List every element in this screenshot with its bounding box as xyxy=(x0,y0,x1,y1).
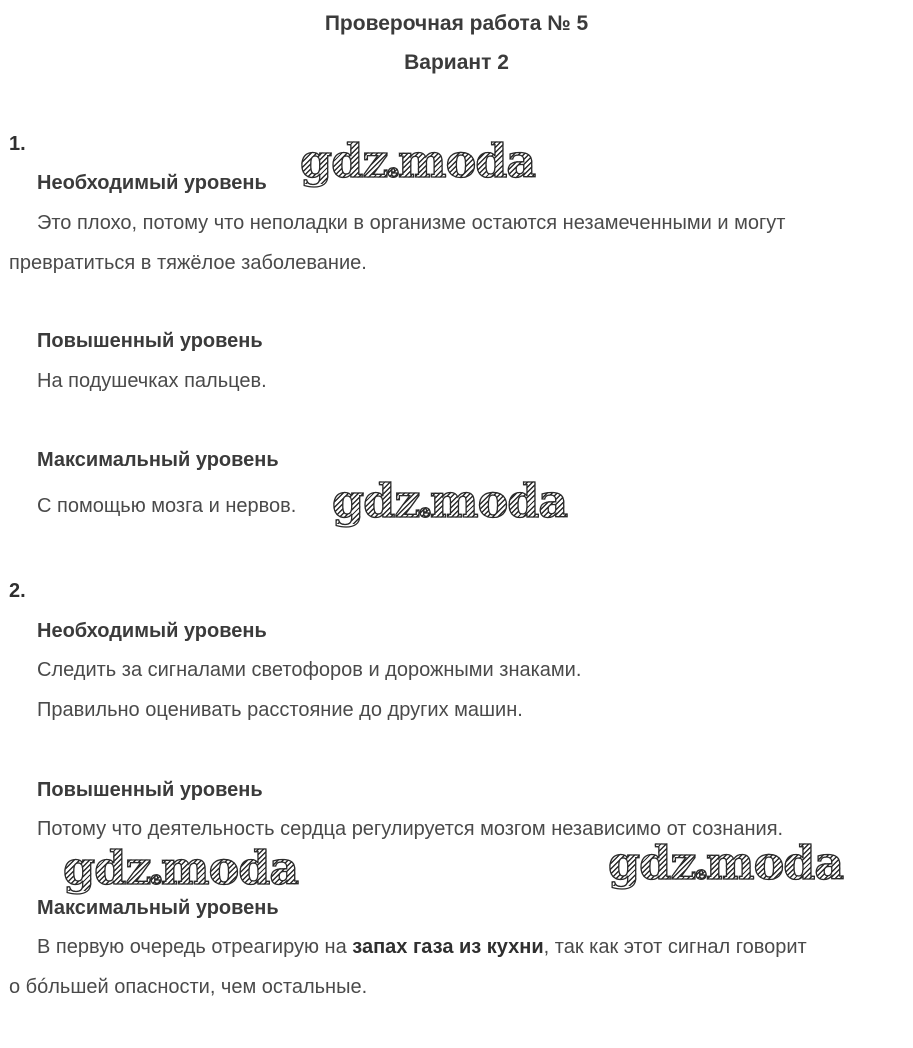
level-heading: Максимальный уровень xyxy=(37,897,279,919)
answer-text: Правильно оценивать расстояние до других машин. xyxy=(37,699,523,721)
watermark-logo: gdzemoda xyxy=(63,841,299,895)
level-heading: Повышенный уровень xyxy=(37,779,263,801)
watermark-logo: gdzemoda xyxy=(332,474,568,528)
task-number: 1. xyxy=(9,133,26,155)
level-heading: Максимальный уровень xyxy=(37,449,279,471)
answer-text: Следить за сигналами светофоров и дорожными знаками. xyxy=(37,659,582,681)
answer-text: Это плохо, потому что неполадки в организме остаются незамеченными и могут xyxy=(37,212,786,234)
level-heading: Необходимый уровень xyxy=(37,172,267,194)
task-number: 2. xyxy=(9,580,26,602)
variant-title: Вариант 2 xyxy=(404,51,509,74)
watermark-logo: gdzemoda xyxy=(300,134,536,188)
answer-text: В первую очередь отреагирую на запах газа из кухни, так как этот сигнал говорит xyxy=(37,936,807,958)
answer-text: С помощью мозга и нервов. xyxy=(37,495,297,517)
answer-text: о бóльшей опасности, чем остальные. xyxy=(9,976,368,998)
answer-text: Потому что деятельность сердца регулируется мозгом независимо от сознания. xyxy=(37,818,784,840)
level-heading: Необходимый уровень xyxy=(37,620,267,642)
page-title: Проверочная работа № 5 xyxy=(324,12,589,35)
answer-text: превратиться в тяжёлое заболевание. xyxy=(9,252,367,274)
watermark-logo: gdzemoda xyxy=(608,836,844,890)
highlighted-phrase: запах газа из кухни xyxy=(352,936,544,958)
answer-text: На подушечках пальцев. xyxy=(37,370,267,392)
level-heading: Повышенный уровень xyxy=(37,330,263,352)
